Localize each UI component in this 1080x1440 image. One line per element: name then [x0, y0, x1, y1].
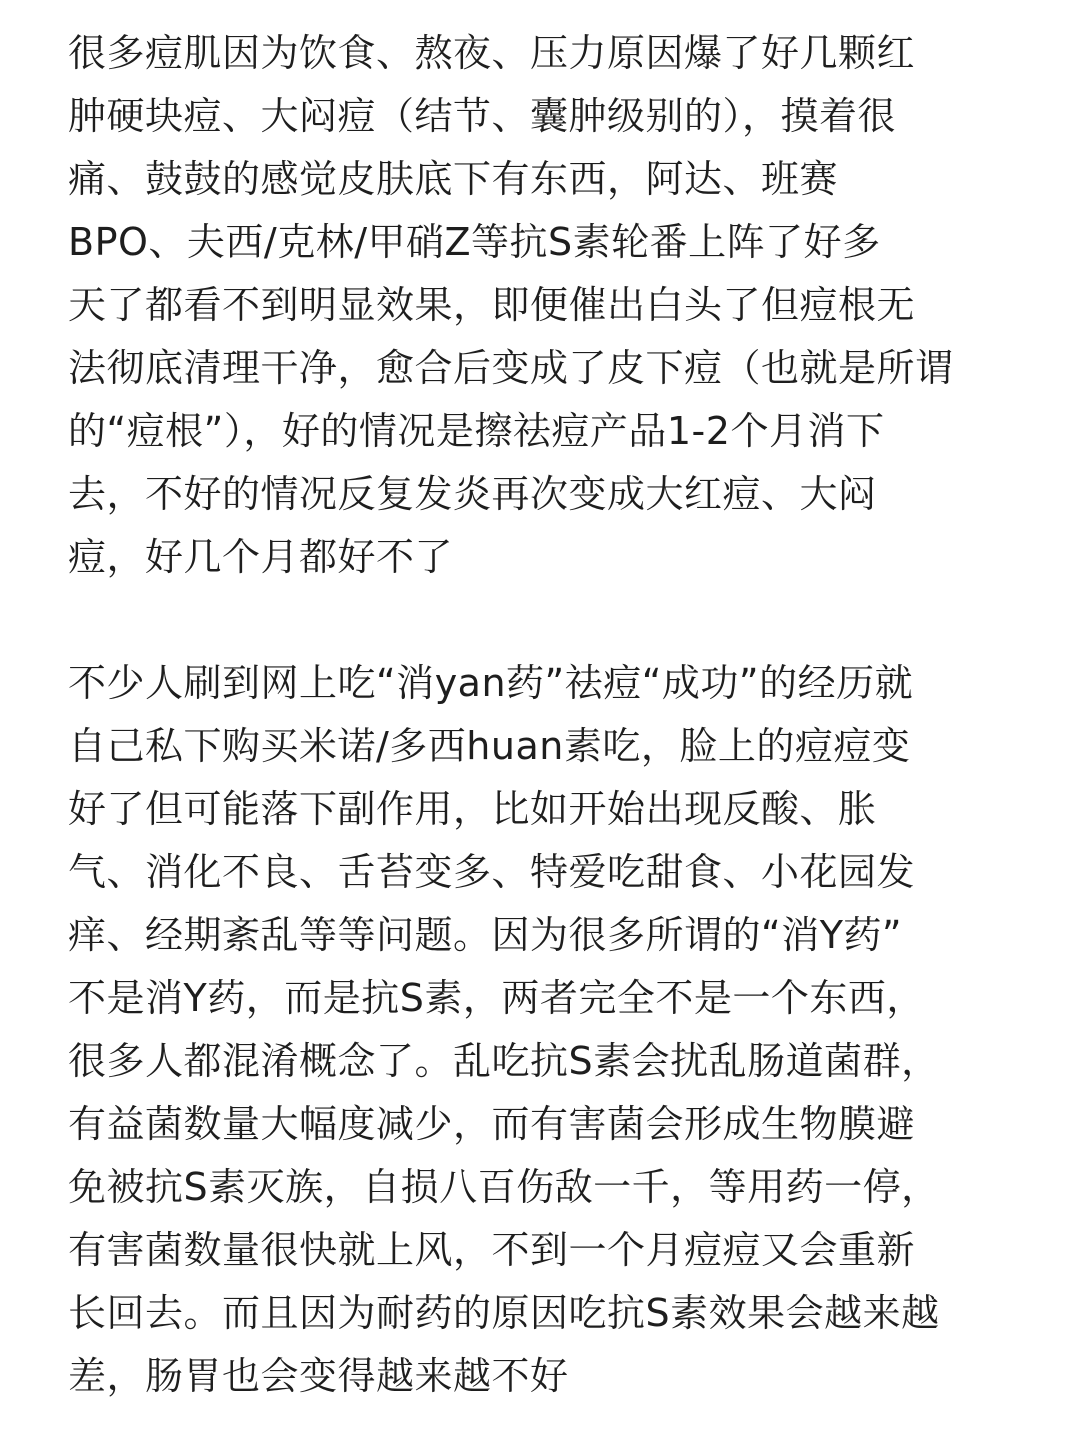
text-line: 好了但可能落下副作用，比如开始出现反酸、胀: [68, 787, 877, 831]
text-line: 肿硬块痘、大闷痘（结节、囊肿级别的），摸着很: [68, 94, 897, 138]
text-line: 痒、经期紊乱等等问题。因为很多所谓的“消Y药”: [68, 913, 903, 957]
text-line: 很多痘肌因为饮食、熬夜、压力原因爆了好几颗红: [68, 31, 916, 75]
text-line: 痘，好几个月都好不了: [68, 535, 454, 579]
text-line: 自己私下购买米诺/多西huan素吃，脸上的痘痘变: [68, 724, 911, 768]
paragraph-acne-nodules: [68, 22, 1068, 589]
text-line: 气、消化不良、舌苔变多、特爱吃甜食、小花园发: [68, 850, 916, 894]
text-line: 不少人刷到网上吃“消yan药”祛痘“成功”的经历就: [68, 661, 914, 705]
text-line: 差，肠胃也会变得越来越不好: [68, 1354, 569, 1398]
text-line: 的“痘根”），好的情况是擦祛痘产品1-2个月消下: [68, 409, 885, 453]
text-line: 法彻底清理干净，愈合后变成了皮下痘（也就是所谓: [68, 346, 954, 390]
text-line: 去，不好的情况反复发炎再次变成大红痘、大闷: [68, 472, 877, 516]
text-line: 痛、鼓鼓的感觉皮肤底下有东西，阿达、班赛: [68, 157, 839, 201]
text-line: 有益菌数量大幅度减少，而有害菌会形成生物膜避: [68, 1102, 916, 1146]
paragraph-antibiotics: [68, 652, 1068, 1408]
text-line: 很多人都混淆概念了。乱吃抗S素会扰乱肠道菌群，: [68, 1039, 940, 1083]
text-line: 天了都看不到明显效果，即便催出白头了但痘根无: [68, 283, 916, 327]
text-line: 不是消Y药，而是抗S素，两者完全不是一个东西，: [68, 976, 925, 1020]
text-line: 免被抗S素灭族，自损八百伤敌一千，等用药一停，: [68, 1165, 940, 1209]
text-line: 长回去。而且因为耐药的原因吃抗S素效果会越来越: [68, 1291, 940, 1335]
text-line: 有害菌数量很快就上风，不到一个月痘痘又会重新: [68, 1228, 916, 1272]
text-line: BPO、夫西/克林/甲硝Z等抗S素轮番上阵了好多: [68, 220, 881, 264]
